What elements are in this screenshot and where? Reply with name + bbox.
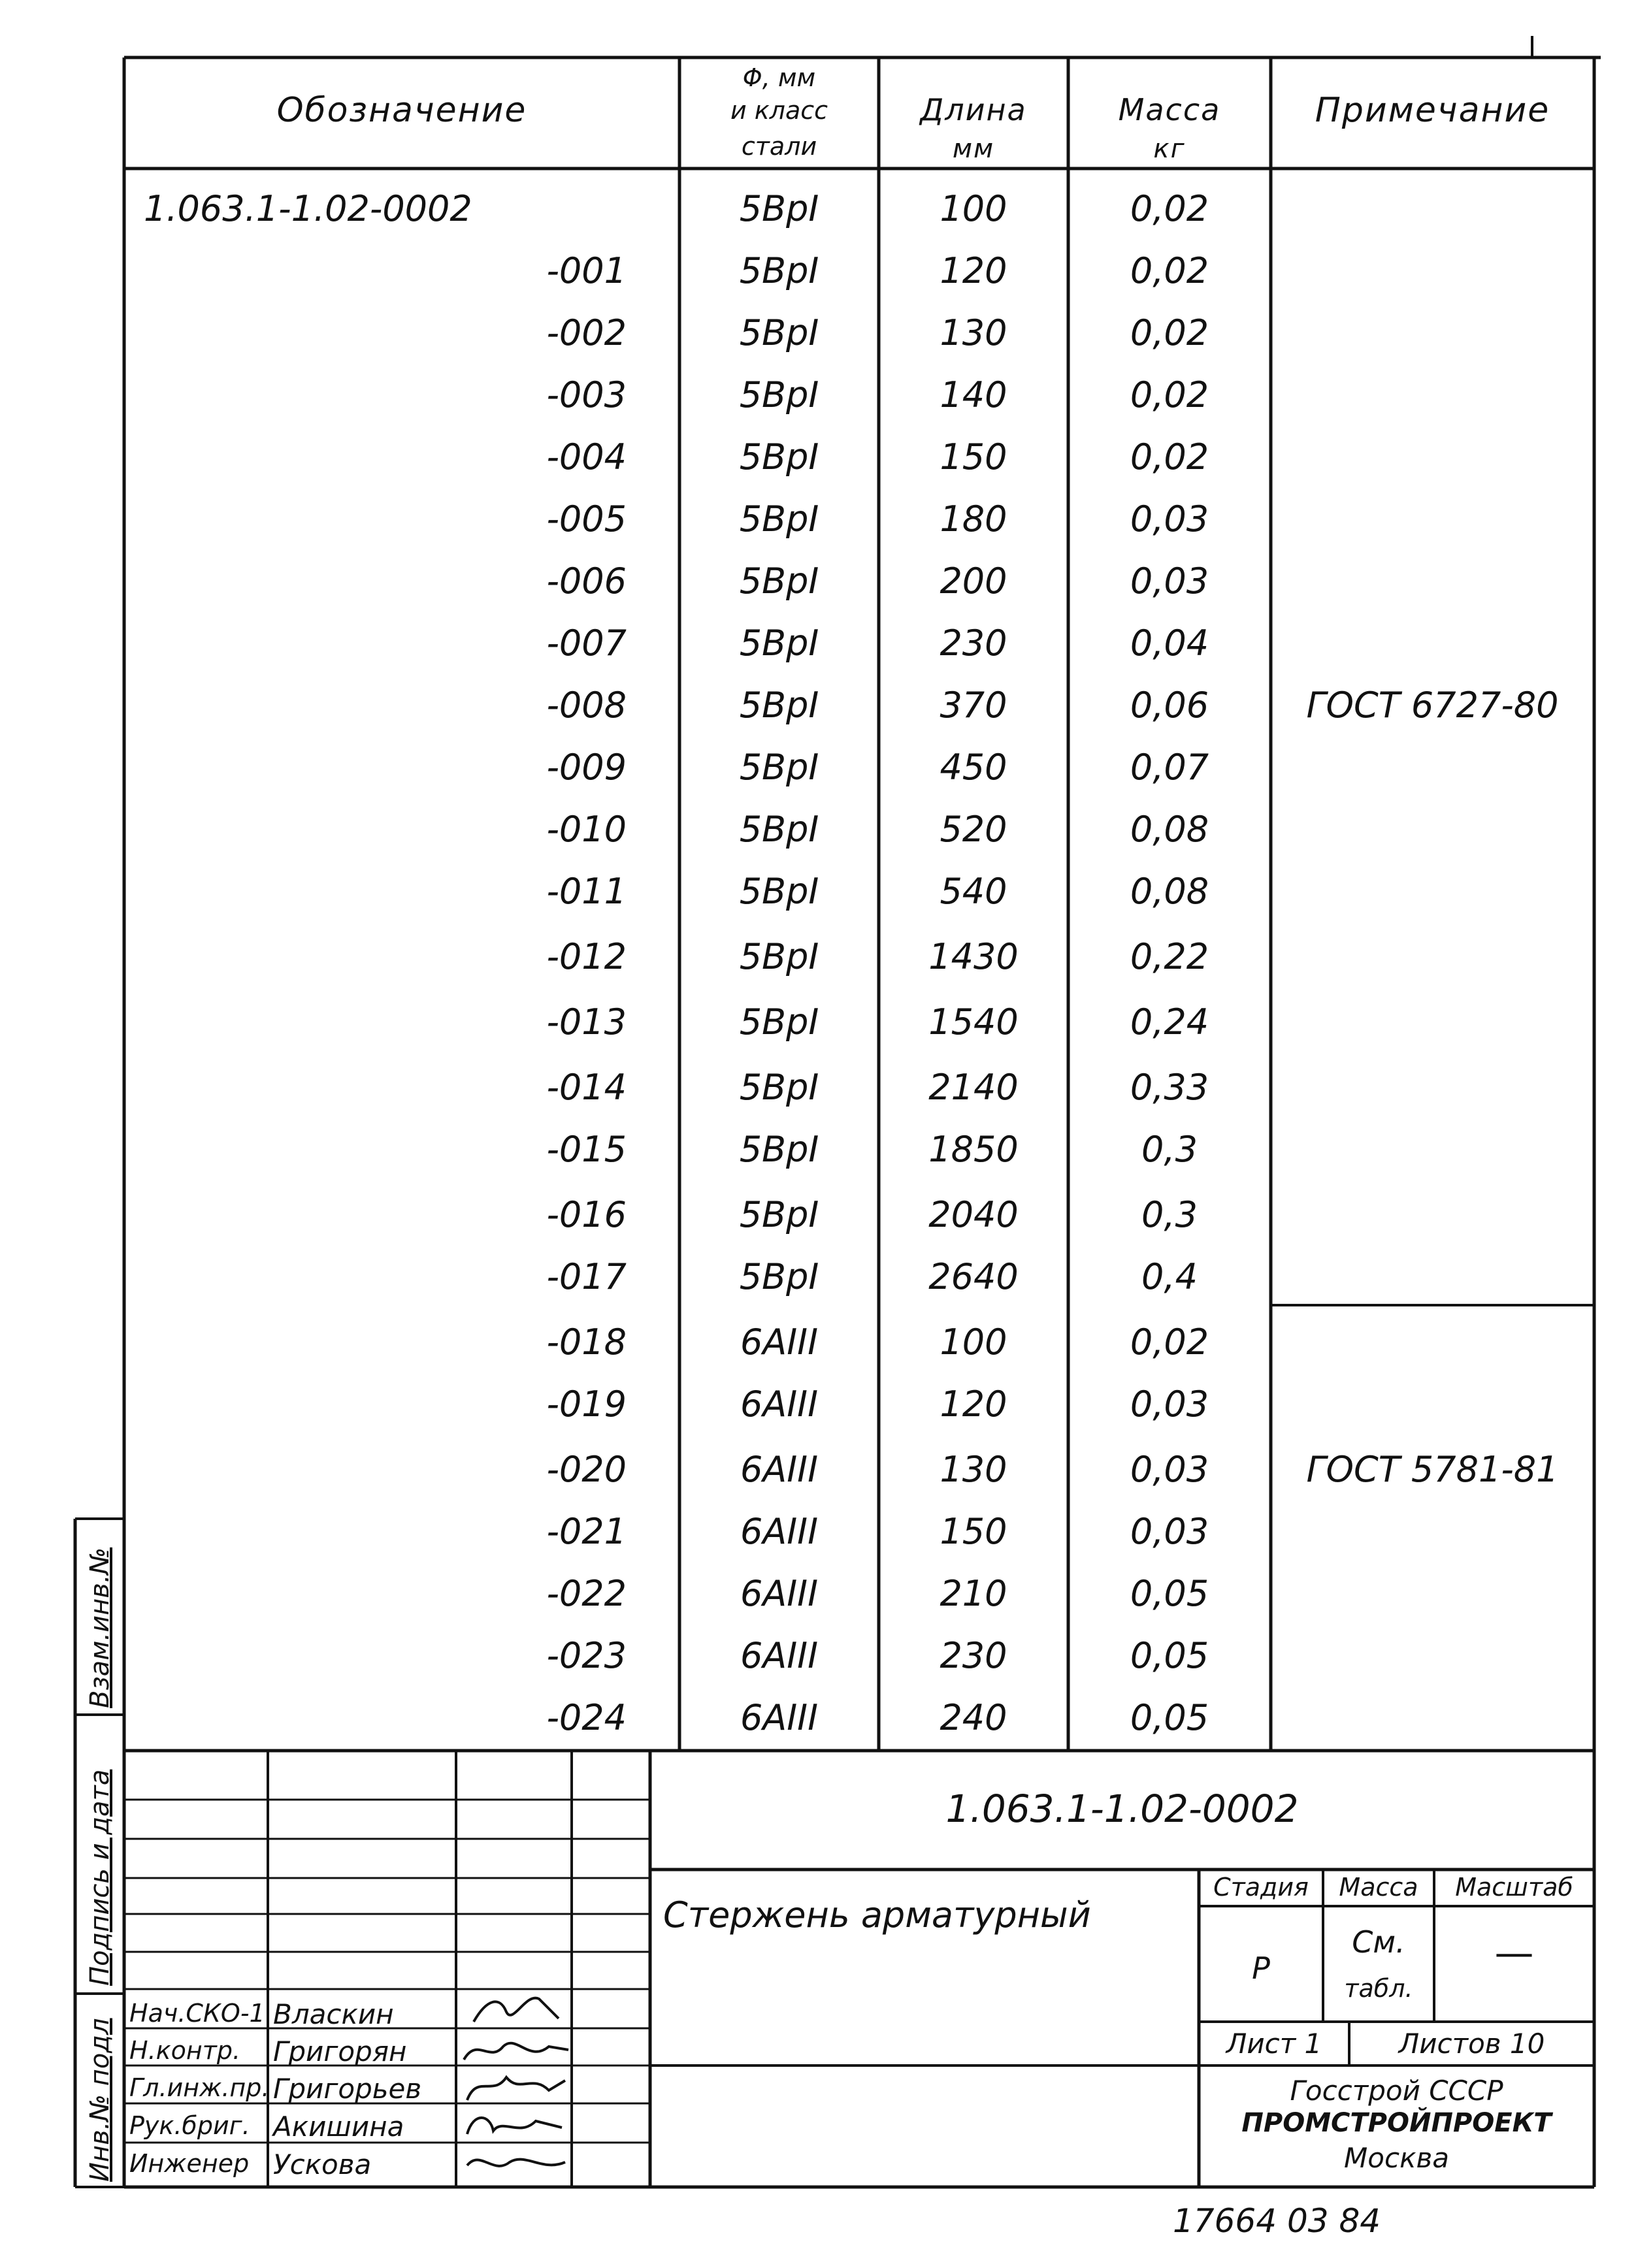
row-designation: -016 xyxy=(546,1194,627,1235)
row-mass: 0,03 xyxy=(1130,1449,1209,1490)
row-mass: 0,33 xyxy=(1130,1067,1209,1108)
row-designation: -001 xyxy=(546,250,627,291)
title-block-sheets: Листов 10 xyxy=(1398,2028,1545,2060)
header-diameter-line2: и класс xyxy=(730,96,828,125)
row-length: 1540 xyxy=(928,1001,1019,1043)
row-designation: -020 xyxy=(546,1449,627,1490)
row-steel: 5BpI xyxy=(739,188,819,229)
row-length: 240 xyxy=(940,1697,1007,1738)
title-block-stage-value: Р xyxy=(1252,1951,1270,1986)
row-steel: 5BpI xyxy=(739,1194,819,1235)
staff-name: Акишина xyxy=(273,2111,404,2143)
row-steel: 5BpI xyxy=(739,498,819,540)
header-note: Примечание xyxy=(1315,91,1550,130)
row-mass: 0,3 xyxy=(1141,1129,1198,1170)
row-mass: 0,06 xyxy=(1130,685,1209,726)
row-mass: 0,02 xyxy=(1130,188,1209,229)
signature-akishina xyxy=(457,2105,572,2144)
row-steel: 6AIII xyxy=(740,1573,819,1614)
row-length: 540 xyxy=(940,871,1007,912)
row-length: 230 xyxy=(940,623,1007,664)
row-steel: 6AIII xyxy=(740,1635,819,1676)
header-length-line1: Длина xyxy=(920,92,1027,127)
header-diameter-line3: стали xyxy=(741,132,817,161)
header-designation: Обозначение xyxy=(276,91,527,130)
row-length: 1850 xyxy=(928,1129,1019,1170)
row-designation: 1.063.1-1.02-0002 xyxy=(144,188,472,229)
row-designation: -009 xyxy=(546,747,627,788)
row-mass: 0,24 xyxy=(1130,1001,1209,1043)
row-steel: 5BpI xyxy=(739,1067,819,1108)
staff-name: Ускова xyxy=(273,2148,372,2180)
row-designation: -017 xyxy=(546,1256,627,1297)
row-mass: 0,08 xyxy=(1130,871,1209,912)
row-mass: 0,02 xyxy=(1130,250,1209,291)
row-length: 100 xyxy=(940,188,1007,229)
row-steel: 5BpI xyxy=(739,1001,819,1043)
row-length: 2640 xyxy=(928,1256,1019,1297)
row-designation: -023 xyxy=(546,1635,627,1676)
title-block-org-3: Москва xyxy=(1344,2142,1449,2174)
row-mass: 0,03 xyxy=(1130,560,1209,602)
row-mass: 0,02 xyxy=(1130,436,1209,478)
row-length: 370 xyxy=(940,685,1007,726)
title-block-sheet: Лист 1 xyxy=(1226,2028,1322,2060)
title-block-code: 1.063.1-1.02-0002 xyxy=(945,1787,1299,1831)
row-steel: 5BpI xyxy=(739,312,819,353)
row-length: 200 xyxy=(940,560,1007,602)
staff-name: Григорян xyxy=(273,2035,407,2067)
header-diameter-line1: Φ, мм xyxy=(742,63,816,92)
signature-vlaskin xyxy=(461,1986,572,2032)
row-mass: 0,02 xyxy=(1130,374,1209,415)
row-designation: -013 xyxy=(546,1001,627,1043)
row-steel: 6AIII xyxy=(740,1321,819,1363)
row-mass: 0,4 xyxy=(1141,1256,1198,1297)
title-block-name: Стержень арматурный xyxy=(663,1894,1091,1936)
row-length: 1430 xyxy=(928,936,1019,977)
row-designation: -002 xyxy=(546,312,627,353)
row-steel: 6AIII xyxy=(740,1511,819,1552)
row-designation: -018 xyxy=(546,1321,627,1363)
row-steel: 5BpI xyxy=(739,623,819,664)
row-steel: 5BpI xyxy=(739,809,819,850)
row-designation: -004 xyxy=(546,436,627,478)
row-steel: 5BpI xyxy=(739,685,819,726)
row-designation: -014 xyxy=(546,1067,627,1108)
row-length: 150 xyxy=(940,1511,1007,1552)
row-mass: 0,02 xyxy=(1130,312,1209,353)
row-mass: 0,05 xyxy=(1130,1573,1209,1614)
header-mass-line1: Масса xyxy=(1118,92,1221,127)
title-block-mass-label: Масса xyxy=(1339,1873,1418,1902)
row-steel: 5BpI xyxy=(739,436,819,478)
row-steel: 5BpI xyxy=(739,1256,819,1297)
row-mass: 0,22 xyxy=(1130,936,1209,977)
side-label-sign-date: Подпись и дата xyxy=(85,1769,115,1986)
staff-role: Н.контр. xyxy=(129,2036,241,2065)
row-designation: -022 xyxy=(546,1573,627,1614)
row-designation: -021 xyxy=(546,1511,627,1552)
staff-name: Власкин xyxy=(273,1998,394,2030)
row-length: 120 xyxy=(940,250,1007,291)
note-gost-6727: ГОСТ 6727-80 xyxy=(1306,685,1559,726)
row-steel: 5BpI xyxy=(739,871,819,912)
row-steel: 6AIII xyxy=(740,1384,819,1425)
row-steel: 6AIII xyxy=(740,1449,819,1490)
title-block-mass-value-2: табл. xyxy=(1344,1974,1413,2003)
row-length: 100 xyxy=(940,1321,1007,1363)
row-length: 2140 xyxy=(928,1067,1019,1108)
title-block-mass-value-1: См. xyxy=(1352,1924,1405,1960)
row-designation: -006 xyxy=(546,560,627,602)
row-designation: -012 xyxy=(546,936,627,977)
title-block-scale-value: — xyxy=(1494,1930,1534,1976)
row-steel: 5BpI xyxy=(739,560,819,602)
row-length: 150 xyxy=(940,436,1007,478)
title-block-stage-label: Стадия xyxy=(1213,1873,1309,1902)
footer-stamp: 17664 03 84 xyxy=(1173,2202,1381,2240)
row-mass: 0,07 xyxy=(1130,747,1209,788)
row-designation: -019 xyxy=(546,1384,627,1425)
row-mass: 0,08 xyxy=(1130,809,1209,850)
row-designation: -011 xyxy=(546,871,627,912)
row-mass: 0,05 xyxy=(1130,1697,1209,1738)
row-mass: 0,04 xyxy=(1130,623,1209,664)
row-length: 140 xyxy=(940,374,1007,415)
staff-role: Инженер xyxy=(129,2149,250,2178)
row-designation: -024 xyxy=(546,1697,627,1738)
staff-name: Григорьев xyxy=(273,2073,422,2105)
header-mass-line2: кг xyxy=(1153,134,1186,164)
row-steel: 6AIII xyxy=(740,1697,819,1738)
row-length: 120 xyxy=(940,1384,1007,1425)
row-designation: -007 xyxy=(546,623,627,664)
row-length: 2040 xyxy=(928,1194,1019,1235)
staff-role: Рук.бриг. xyxy=(129,2111,250,2140)
row-steel: 5BpI xyxy=(739,250,819,291)
row-length: 180 xyxy=(940,498,1007,540)
side-label-inv-original: Инв.№ подл xyxy=(85,2018,115,2182)
row-steel: 5BpI xyxy=(739,374,819,415)
row-mass: 0,03 xyxy=(1130,1384,1209,1425)
header-length-line2: мм xyxy=(952,134,995,164)
signature-grigoriev xyxy=(457,2067,572,2107)
row-designation: -005 xyxy=(546,498,627,540)
row-length: 130 xyxy=(940,312,1007,353)
row-designation: -010 xyxy=(546,809,627,850)
row-steel: 5BpI xyxy=(739,936,819,977)
row-designation: -008 xyxy=(546,685,627,726)
title-block-org-1: Госстрой СССР xyxy=(1290,2075,1503,2107)
row-length: 450 xyxy=(940,747,1007,788)
row-mass: 0,02 xyxy=(1130,1321,1209,1363)
staff-role: Нач.СКО-1 xyxy=(129,1999,265,2028)
row-designation: -003 xyxy=(546,374,627,415)
signature-uskova xyxy=(457,2143,572,2182)
row-mass: 0,3 xyxy=(1141,1194,1198,1235)
title-block-org-2: ПРОМСТРОЙПРОЕКТ xyxy=(1241,2108,1552,2138)
signature-grigoryan xyxy=(457,2030,572,2069)
row-mass: 0,03 xyxy=(1130,498,1209,540)
staff-role: Гл.инж.пр. xyxy=(129,2073,270,2102)
row-mass: 0,05 xyxy=(1130,1635,1209,1676)
note-gost-5781: ГОСТ 5781-81 xyxy=(1306,1449,1559,1490)
row-length: 520 xyxy=(940,809,1007,850)
side-label-inv-replace: Взам.инв.№ xyxy=(85,1547,115,1708)
row-steel: 5BpI xyxy=(739,1129,819,1170)
row-length: 230 xyxy=(940,1635,1007,1676)
row-designation: -015 xyxy=(546,1129,627,1170)
row-length: 130 xyxy=(940,1449,1007,1490)
title-block-scale-label: Масштаб xyxy=(1455,1873,1573,1902)
row-mass: 0,03 xyxy=(1130,1511,1209,1552)
row-length: 210 xyxy=(940,1573,1007,1614)
row-steel: 5BpI xyxy=(739,747,819,788)
